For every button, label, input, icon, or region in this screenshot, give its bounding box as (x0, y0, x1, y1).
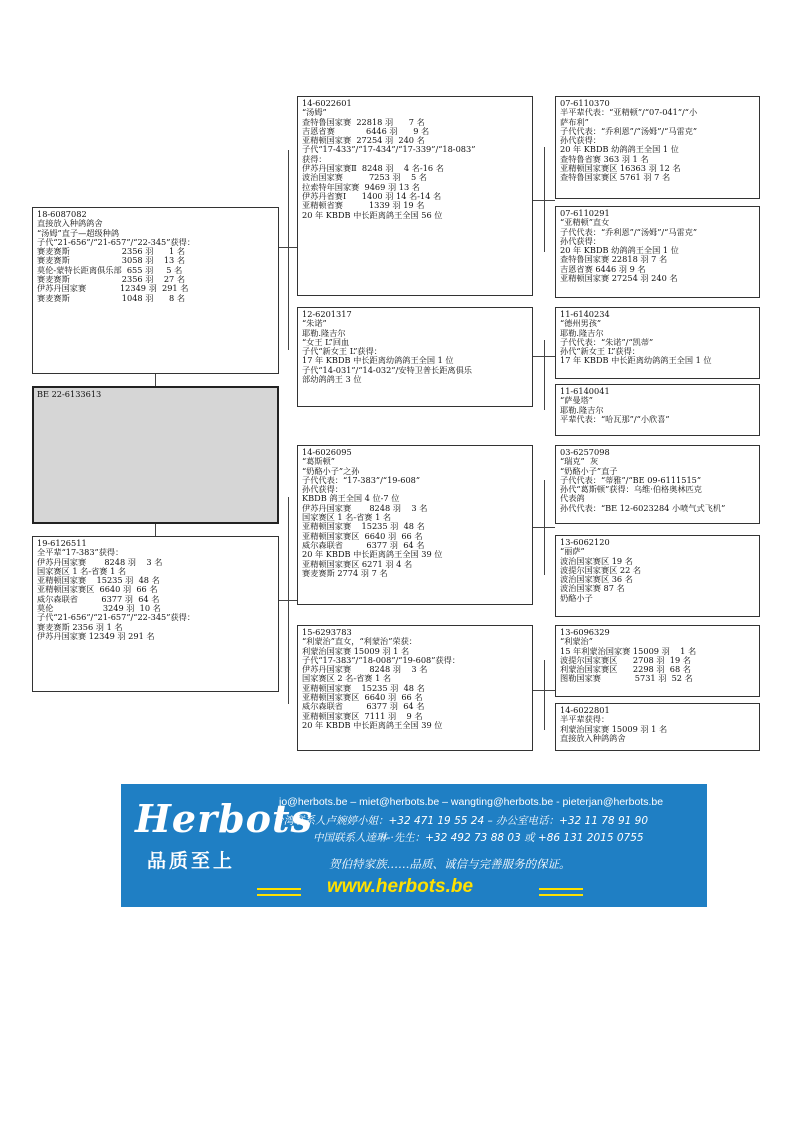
pedigree-line: 利蒙治国家赛 15009 羽 1 名 (560, 723, 668, 734)
pedigree-line: 伊苏丹国家赛 12349 羽 291 名 (37, 630, 155, 641)
pedigree-line: 波提尔国家赛区 2708 羽 19 名 (560, 654, 691, 665)
pedigree-line: 国家赛区 1 名-省赛 1 名 (302, 512, 392, 523)
contact-banner (121, 784, 707, 907)
pedigree-line: 子代“21-656”/“21-657”/“22-345”获得： (37, 236, 196, 247)
dam-dam-sire-box (555, 625, 760, 697)
pedigree-line: 子代“17-383”/“18-008”/“19-608”获得： (302, 654, 461, 665)
pedigree-line: “汤姆” (302, 107, 327, 118)
pedigree-line: 直接放入种鸽鸽舍 (37, 218, 103, 229)
pedigree-line: 亚精顿国家赛区 6640 羽 66 名 (302, 692, 423, 703)
pedigree-line: 子代代表：“17-383”/“19-608” (302, 474, 421, 485)
pedigree-line: 赛麦赛斯 3058 羽 13 名 (37, 255, 186, 266)
pedigree-line: 莫伦 3249 羽 10 名 (37, 603, 161, 614)
tagline: 贺伯特家族……品质、诚信与完善服务的保证。 (329, 857, 571, 871)
pedigree-line: 伊苏丹国家赛 8248 羽 3 名 (302, 664, 428, 675)
pedigree-line: 伊苏丹国家赛 12349 羽 291 名 (37, 283, 189, 294)
pedigree-line: “瑞克” 灰 (560, 456, 599, 467)
sire-dam-sire-box (555, 307, 760, 379)
ring-number: 14-6022801 (560, 705, 610, 715)
pedigree-line: 子代代表：“朱诺”/“凯蒂” (560, 336, 654, 347)
pedigree-line: “奶酪小子”之孙 (302, 465, 360, 476)
pedigree-line: 孙代获得： (560, 135, 601, 146)
pedigree-line: 直接放入种鸽鸽舍 (560, 732, 626, 743)
pedigree-line: “葛斯顿” (302, 456, 335, 467)
slogan: 品质至上 (147, 850, 236, 872)
pedigree-line: 亚精顿国家赛区 6640 羽 66 名 (37, 584, 158, 595)
pedigree-line: 吉恩省赛 6446 羽 9 名 (560, 263, 646, 274)
pedigree-line: 耶勒.隆吉尔 (302, 327, 346, 338)
pedigree-line: 耶勒.隆吉尔 (560, 327, 604, 338)
dam-box (32, 536, 279, 692)
ring-number: 03-6257098 (560, 447, 610, 457)
pedigree-line: “利蒙治” (560, 636, 593, 647)
herbots-logo: Herbots (135, 796, 313, 841)
connector-ds-parents-v (544, 480, 545, 575)
pedigree-line: 亚精顿国家赛 27254 羽 240 名 (560, 273, 678, 284)
connector-sd-parents-v (544, 340, 545, 410)
dam-dam-box (297, 625, 533, 751)
ring-number: 18-6087082 (37, 209, 87, 219)
divider-right (539, 888, 583, 890)
connector-sire-vertical (155, 374, 156, 386)
pedigree-line: 赛麦赛斯 2356 羽 27 名 (37, 274, 186, 285)
pedigree-line: 亚精顿国家赛 15235 羽 48 名 (37, 575, 160, 586)
sire-dam-dam-box (555, 384, 760, 436)
pedigree-line: 波治国家赛 87 名 (560, 583, 625, 594)
pedigree-line: 子代代表：“蒂雅”/“BE 09-6111515” (560, 474, 702, 485)
pedigree-line: 亚精顿国家赛 27254 羽 240 名 (302, 135, 425, 146)
pedigree-line: 查特鲁省赛 363 羽 1 名 (560, 153, 649, 164)
pedigree-line: 亚精顿国家赛区 7111 羽 9 名 (302, 710, 423, 721)
pedigree-line: 亚精顿国家赛 15235 羽 48 名 (302, 521, 425, 532)
dam-sire-box (297, 445, 533, 605)
pedigree-line: 子代代表：“乔利恩”/“汤姆”/“马雷克” (560, 125, 698, 136)
pedigree-line: KBDB 鸽王全国 4 位-7 位 (302, 493, 400, 504)
pedigree-line: 子代“14-031”/“14-032”/安特卫普长距离俱乐 (302, 364, 472, 375)
pedigree-line: 亚精顿国家赛区 16363 羽 12 名 (560, 163, 681, 174)
pedigree-line: 亚精顿国家赛区 6640 羽 66 名 (302, 530, 423, 541)
pedigree-line: 全平辈“17-383”获得： (37, 547, 124, 558)
pedigree-line: 伊苏丹国家赛Ⅱ 8248 羽 4 名-16 名 (302, 163, 444, 174)
subject-photo (32, 386, 279, 524)
ring-number: 15-6293783 (302, 627, 352, 637)
pedigree-line: 子代“21-656”/“21-657”/“22-345”获得： (37, 612, 196, 623)
pedigree-line: 20 年 KBDB 幼鸽鸽王全国 1 位 (560, 144, 679, 155)
pedigree-line: 部幼鸽鸽王 3 位 (302, 374, 362, 385)
pedigree-line: 威尔森联省 6377 羽 64 名 (302, 539, 425, 550)
connector-dd-parents-v (544, 660, 545, 730)
dam-sire-dam-box (555, 535, 760, 617)
connector-dam-vertical (155, 524, 156, 536)
pedigree-line: 子代代表：“乔利恩”/“汤姆”/“马雷克” (560, 226, 698, 237)
pedigree-line: 赛麦赛斯 2774 羽 7 名 (302, 567, 388, 578)
taiwan-contact: 台湾联系人卢婉婷小姐：+32 471 19 55 24 – 办公室电话：+32 11 78 91 90 (273, 815, 649, 827)
pedigree-line: 孙代获得： (302, 484, 343, 495)
pedigree-line: “汤姆”直子—超级种鸽 (37, 227, 120, 238)
pedigree-line: 国家赛区 1 名-省赛 1 名 (37, 565, 127, 576)
pedigree-line: 17 年 KBDB 中长距离幼鸽鸽王全国 1 位 (560, 355, 712, 366)
website-link[interactable]: www.herbots.be (327, 876, 474, 897)
divider-left (257, 888, 301, 890)
pedigree-line: “奶酪小子”直子 (560, 465, 618, 476)
connector-ss-parents-v (544, 147, 545, 252)
pedigree-line: 耶勒.隆吉尔 (560, 404, 604, 415)
pedigree-line: 伊苏丹国家赛 8248 羽 3 名 (37, 556, 163, 567)
pedigree-line: 15 年利蒙治国家赛 15009 羽 1 名 (560, 645, 697, 656)
ring-number: 14-6022601 (302, 98, 352, 108)
sire-sire-box (297, 96, 533, 296)
connector-dam-parents-v (288, 497, 289, 704)
pedigree-line: 赛麦赛斯 1048 羽 8 名 (37, 292, 186, 303)
pedigree-line: 波提尔国家赛区 22 名 (560, 564, 642, 575)
pedigree-line: 波治国家赛区 36 名 (560, 574, 633, 585)
sire-sire-dam-box (555, 206, 760, 298)
pedigree-line: 20 年 KBDB 中长距离鸽王全国 56 位 (302, 209, 443, 220)
ring-number: 11-6140234 (560, 309, 610, 319)
pedigree-line: 平辈代表：“哈瓦那”/“小欣喜” (560, 413, 670, 424)
pedigree-line: 查特鲁国家赛 22818 羽 7 名 (560, 254, 668, 265)
pedigree-line: 20 年 KBDB 幼鸽鸽王全国 1 位 (560, 245, 679, 256)
pedigree-line: 赛麦赛斯 2356 羽 1 名 (37, 246, 186, 257)
pedigree-line: 威尔森联省 6377 羽 64 名 (302, 701, 425, 712)
contact-emails[interactable]: jo@herbots.be – miet@herbots.be – wangting@herbots.be - pieterjan@herbots.be (279, 796, 664, 808)
pedigree-line: 17 年 KBDB 中长距离幼鸽鸽王全国 1 位 (302, 355, 454, 366)
pedigree-line: 奶酪小子 (560, 592, 593, 603)
ring-number: 07-6110370 (560, 98, 610, 108)
ring-number: 07-6110291 (560, 208, 610, 218)
pedigree-line: 孙代“新女王 L”获得： (560, 346, 640, 357)
pedigree-line: “利蒙治”直女，“利蒙治”荣获： (302, 636, 417, 647)
dam-sire-sire-box (555, 445, 760, 524)
divider-right-2 (539, 894, 583, 896)
pedigree-line: 吉恩省赛 6446 羽 9 名 (302, 125, 430, 136)
pedigree-line: 20 年 KBDB 中长距离鸽王全国 39 位 (302, 549, 443, 560)
connector-sire-parents-v (288, 150, 289, 350)
pedigree-line: 萨布利” (560, 116, 589, 127)
pedigree-line: 拉索特年国家赛 9469 羽 13 名 (302, 181, 420, 192)
ring-number: 19-6126511 (37, 538, 87, 548)
pedigree-line: “丽萨” (560, 546, 585, 557)
ring-number: 11-6140041 (560, 386, 610, 396)
pedigree-line: 半平辈代表：“亚精顿”/“07-041”/“小 (560, 107, 698, 118)
pedigree-line: 亚精顿省赛 1339 羽 19 名 (302, 200, 425, 211)
ring-number: 12-6201317 (302, 309, 352, 319)
pedigree-line: 国家赛区 2 名-省赛 1 名 (302, 673, 392, 684)
dam-dam-dam-box (555, 703, 760, 751)
pedigree-line: 赛麦赛斯 2356 羽 1 名 (37, 621, 123, 632)
ring-number: 13-6062120 (560, 537, 610, 547)
pedigree-line: “亚精顿”直女 (560, 217, 610, 228)
pedigree-line: “朱诺” (302, 318, 327, 329)
ring-number: 14-6026095 (302, 447, 352, 457)
pedigree-line: 代表鸽 (560, 493, 585, 504)
pedigree-line: “女王 L”回血 (302, 336, 350, 347)
pedigree-line: 亚精顿国家赛 15235 羽 48 名 (302, 682, 425, 693)
pedigree-line: 孙代“葛斯顿”获得：乌维·伯格奥林匹克 (560, 484, 702, 495)
pedigree-line: 伊苏丹省赛Ⅰ 1400 羽 14 名-14 名 (302, 190, 442, 201)
pedigree-line: “德州男孩” (560, 318, 602, 329)
china-contact: 中国联系人逵琳-·先生：+32 492 73 88 03 或 +86 131 2015 0755 (313, 832, 644, 844)
pedigree-line: 20 年 KBDB 中长距离鸽王全国 39 位 (302, 719, 443, 730)
sire-sire-sire-box (555, 96, 760, 199)
pedigree-line: 莫伦-蒙特长距离俱乐部 655 羽 5 名 (37, 264, 183, 275)
pedigree-line: 查特鲁国家赛区 5761 羽 7 名 (560, 172, 671, 183)
pedigree-line: 利蒙治国家赛区 2298 羽 68 名 (560, 664, 691, 675)
divider-left-2 (257, 894, 301, 896)
pedigree-line: 亚精顿国家赛区 6271 羽 4 名 (302, 558, 413, 569)
pedigree-line: 波治国家赛区 19 名 (560, 555, 633, 566)
pedigree-line: 半平辈获得： (560, 714, 610, 725)
pedigree-line: 威尔森联省 6377 羽 64 名 (37, 593, 160, 604)
ring-number: 13-6096329 (560, 627, 610, 637)
sire-box (32, 207, 279, 374)
pedigree-line: 子代“17-433”/“17-434”/“17-339”/“18-083” (302, 144, 476, 155)
pedigree-line: 子代“新女王 L”获得： (302, 346, 382, 357)
pedigree-line: 图勒国家赛 5731 羽 52 名 (560, 673, 693, 684)
pedigree-line: 查特鲁国家赛 22818 羽 7 名 (302, 116, 425, 127)
pedigree-line: 伊苏丹国家赛 8248 羽 3 名 (302, 502, 428, 513)
pedigree-line: 波治国家赛 7253 羽 5 名 (302, 172, 427, 183)
subject-ring: BE 22-6133613 (37, 389, 102, 399)
pedigree-line: “萨曼塔” (560, 395, 593, 406)
pedigree-line: 利蒙治国家赛 15009 羽 1 名 (302, 645, 410, 656)
pedigree-line: 获得： (302, 153, 327, 164)
sire-dam-box (297, 307, 533, 407)
pedigree-line: 孙代代表：“BE 12-6023284 小喷气式飞机” (560, 502, 726, 513)
pedigree-line: 孙代获得： (560, 235, 601, 246)
